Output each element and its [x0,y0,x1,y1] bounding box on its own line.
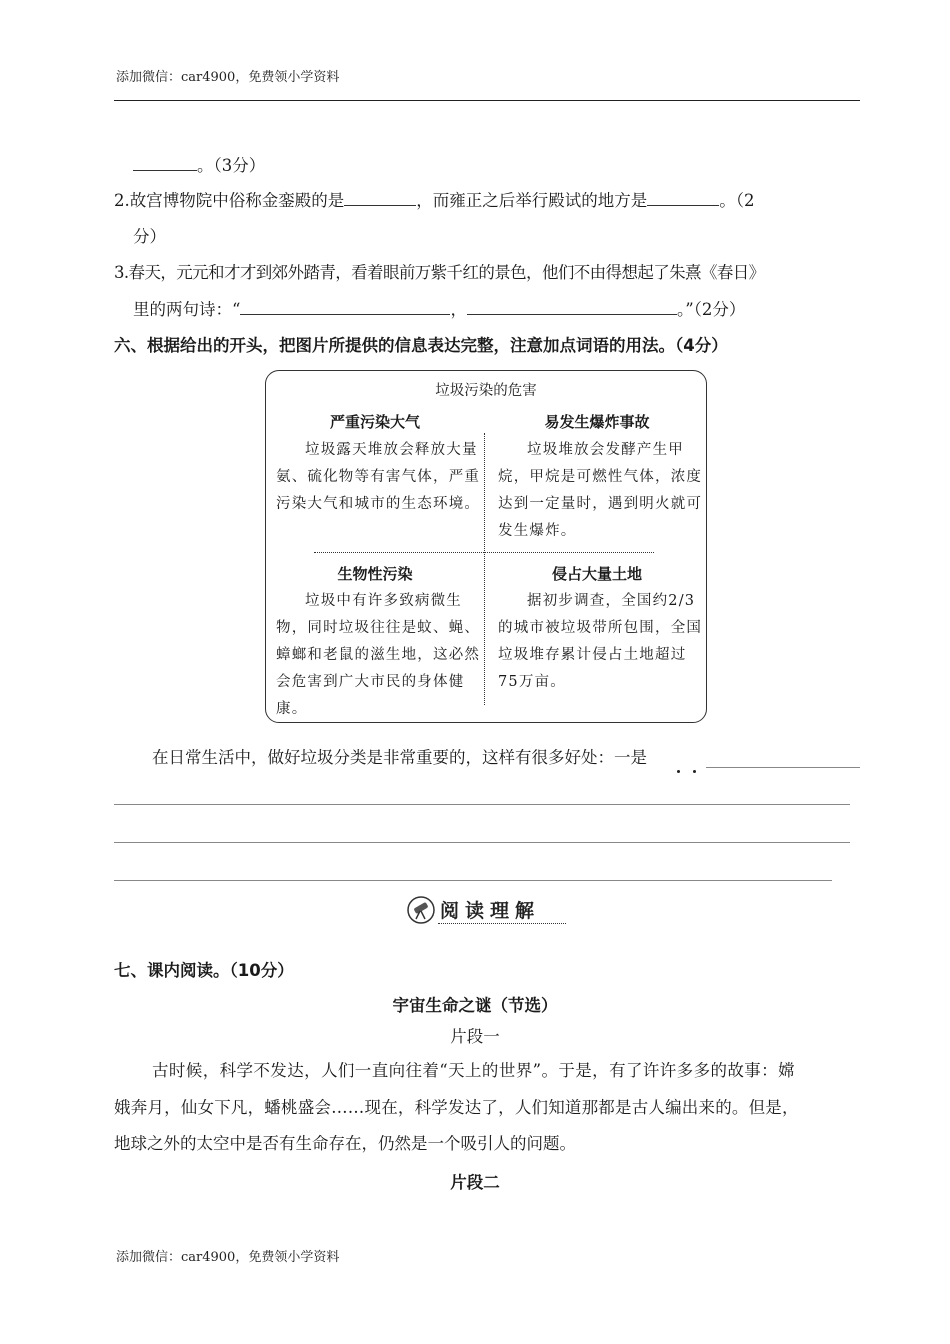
writing-line[interactable] [114,880,832,881]
header-rule [114,100,860,101]
writing-line[interactable] [114,842,850,843]
cell-2-heading: 易发生爆炸事故 [544,413,650,431]
fragment-1-label: 片段一 [450,1027,500,1046]
q5-line-cont: 。（3分） [133,154,265,177]
answer-blank[interactable] [467,298,677,315]
q5-item-2-tail: 分） [133,227,166,246]
telescope-icon [406,895,436,925]
cell-1-heading: 严重污染大气 [329,413,420,431]
q6-prompt: 在日常生活中，做好垃圾分类是非常重要的，这样有很多好处：一是 [152,748,647,767]
horizontal-divider [314,552,654,553]
q5-item-2: 2.故宫博物院中俗称金銮殿的是 ，而雍正之后举行殿试的地方是 。（2 [114,191,755,210]
section-title: 阅读理解 [440,900,541,922]
cell-4-heading: 侵占大量土地 [551,565,642,583]
q5-item-3-line2: 里的两句诗：“ ， 。”（2分） [133,300,746,319]
para1-line3: 地球之外的太空中是否有生命存在，仍然是一个吸引人的问题。 [114,1134,576,1153]
cell-3-heading: 生物性污染 [337,565,413,583]
reading-section-banner [406,893,566,927]
q7-title: 七、课内阅读。（10分） [114,961,294,980]
answer-blank[interactable] [647,189,719,206]
section-underline [438,923,566,924]
fragment-2-label: 片段二 [450,1173,500,1192]
infographic-box [265,370,707,723]
q6-title: 六、根据给出的开头，把图片所提供的信息表达完整，注意加点词语的用法。（4分） [114,336,728,355]
infographic-title: 垃圾污染的危害 [435,383,537,399]
emphasis-dot [693,770,696,773]
para1-line2: 娥奔月，仙女下凡，蟠桃盛会……现在，科学发达了，人们知道那都是古人编出来的。但是， [114,1098,799,1117]
footer-watermark: 添加微信：car4900，免费领小学资料 [116,1250,340,1265]
para1-line1: 古时候，科学不发达，人们一直向往着“天上的世界”。于是，有了许许多多的故事：嫦 [152,1061,795,1080]
writing-line[interactable] [114,804,850,805]
writing-line[interactable] [706,767,860,768]
cell-2-body: 垃圾堆放会发酵产生甲烷，甲烷是可燃性气体，浓度达到一定量时，遇到明火就可发生爆炸。 [498,442,703,539]
q5-item-3: 3.春天，元元和才才到郊外踏青，看着眼前万紫千红的景色，他们不由得想起了朱熹《春日》 [114,263,765,282]
cell-3-body: 垃圾中有许多致病微生物，同时垃圾往往是蚊、蝇、蟑螂和老鼠的滋生地，这必然会危害到广大市民的身体健康。 [276,593,481,717]
answer-blank[interactable] [240,298,450,315]
answer-blank[interactable] [133,154,197,171]
vertical-divider [484,433,485,705]
cell-4-body: 据初步调查，全国约2/3的城市被垃圾带所包围，全国垃圾堆存累计侵占土地超过75万亩。 [498,593,703,690]
emphasis-dot [677,770,680,773]
cell-1-body: 垃圾露天堆放会释放大量氨、硫化物等有害气体，严重污染大气和城市的生态环境。 [276,442,481,512]
header-watermark: 添加微信：car4900，免费领小学资料 [116,70,340,85]
passage-title: 宇宙生命之谜（节选） [392,996,558,1015]
answer-blank[interactable] [344,189,416,206]
